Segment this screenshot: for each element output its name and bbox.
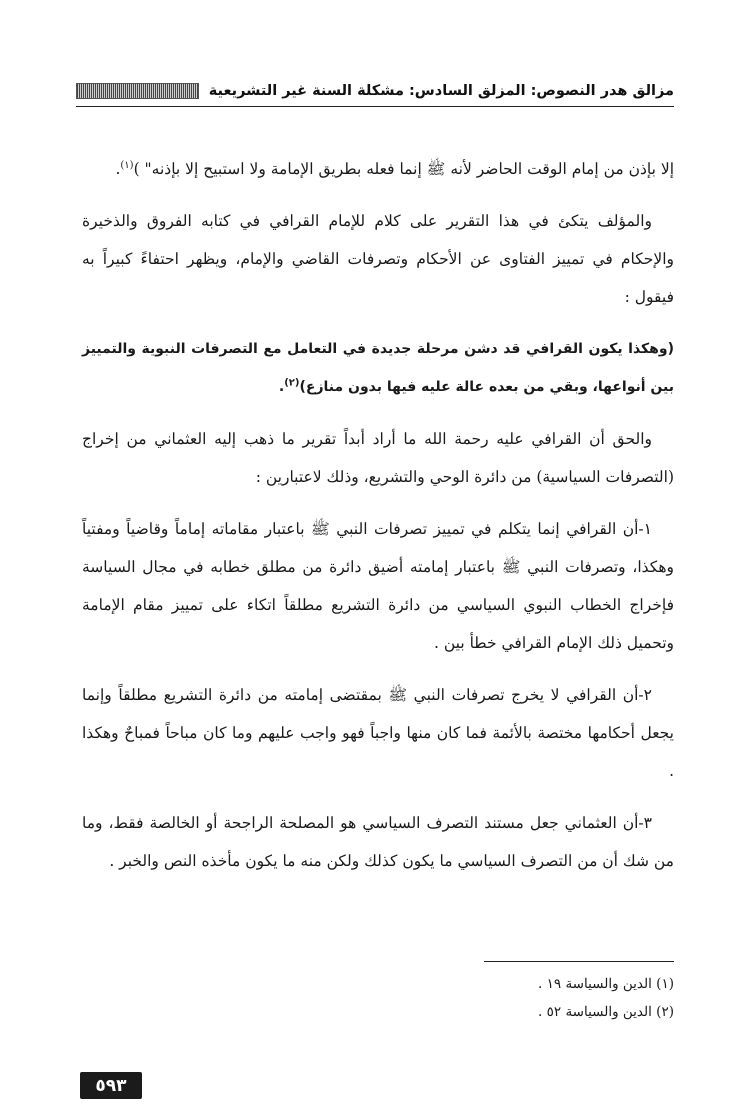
footnote-ref-1: (١)	[120, 159, 134, 171]
footnote-divider	[484, 961, 674, 962]
list-item-3: ٣-أن العثماني جعل مستند التصرف السياسي هو المصلحة الراجحة أو الخالصة فقط، وما من شك أن من التصرف السياسي ما يكون كذلك ولكن منه ما يكون مأخذه النص والخبر .	[82, 814, 674, 870]
footnotes	[82, 970, 674, 1026]
footnote-1: (١) الدين والسياسة ١٩ .	[538, 976, 674, 992]
paragraph-quote-continuation: إلا بإذن من إمام الوقت الحاضر لأنه ﷺ إنما فعله بطريق الإمامة ولا استبيح إلا بإذنه" )$^{(١)}$.	[115, 159, 674, 178]
page-number: ٥٩٣	[80, 1072, 142, 1099]
list-item-2: ٢-أن القرافي لا يخرج تصرفات النبي ﷺ بمقتضى إمامته من دائرة التشريع مطلقاً وإنما يجعل أحكامها مختصة بالأئمة فما كان منها واجباً فهو واجب عليهم وما كان مباحاً فمباحٌ وهكذا .	[82, 686, 674, 780]
list-item-1: ١-أن القرافي إنما يتكلم في تمييز تصرفات النبي ﷺ باعتبار مقاماته إماماً وقاضياً ومفتياً وهكذا، وتصرفات النبي ﷺ باعتبار إمامته أضيق دائرة من مطلق خطابه في مجال السياسة فإخراج الخطاب النبوي السياسي من دائرة التشريع مطلقاً اتكاء على تمييز مقام الإمامة وتحميل ذلك الإمام القرافي خطأ بين .	[82, 520, 674, 652]
body-text	[82, 150, 674, 894]
ornament-bar	[76, 83, 199, 99]
footnote-ref-2: (٢)	[284, 377, 300, 389]
paragraph: والمؤلف يتكئ في هذا التقرير على كلام للإمام القرافي في كتابه الفروق والذخيرة والإحكام في تمييز الفتاوى عن الأحكام وتصرفات القاضي والإمام، ويظهر احتفاءً كبيراً به فيقول :	[82, 212, 674, 306]
paragraph-quote: (وهكذا يكون القرافي قد دشن مرحلة جديدة في التعامل مع التصرفات النبوية والتمييز بين أنواعها، وبقي من بعده عالة عليه فيها بدون منازع)$^{(٢)}$.	[82, 341, 674, 395]
running-title: مزالق هدر النصوص: المزلق السادس: مشكلة السنة غير التشريعية	[208, 83, 674, 99]
running-head	[76, 76, 674, 107]
footnote-2: (٢) الدين والسياسة ٥٢ .	[538, 1004, 674, 1020]
paragraph: والحق أن القرافي عليه رحمة الله ما أراد أبداً تقرير ما ذهب إليه العثماني من إخراج (التصرفات السياسية) من دائرة الوحي والتشريع، وذلك لاعتبارين :	[82, 430, 674, 486]
